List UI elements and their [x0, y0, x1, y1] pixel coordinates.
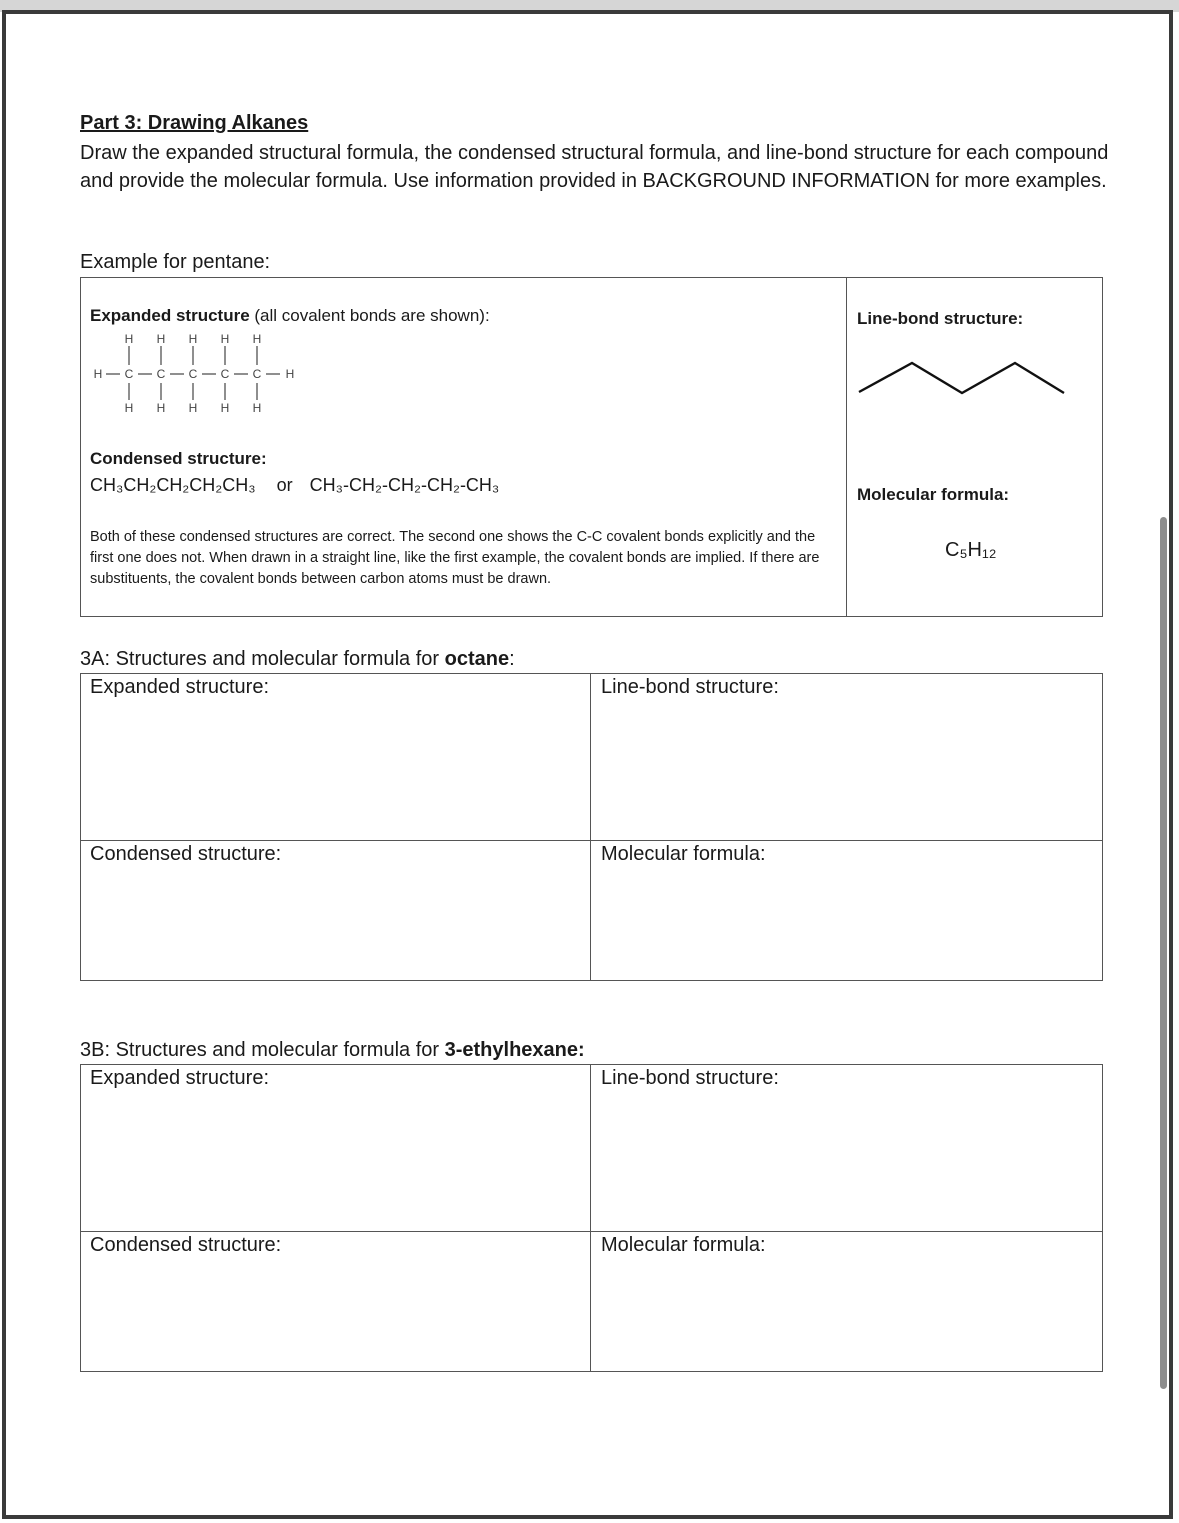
section-3b-vdivider: [590, 1064, 591, 1372]
section-3b-molecular-cell[interactable]: Molecular formula:: [601, 1234, 766, 1256]
atom-h: H: [124, 401, 134, 415]
section-3a-condensed-cell[interactable]: Condensed structure:: [90, 843, 282, 865]
pentane-expanded-structure: [88, 328, 318, 418]
atom-c: C: [156, 367, 166, 381]
section-3a-molecular-cell[interactable]: Molecular formula:: [601, 843, 766, 865]
section-3b-condensed-cell[interactable]: Condensed structure:: [90, 1234, 282, 1256]
atom-c: C: [188, 367, 198, 381]
atom-h: H: [252, 401, 262, 415]
section-3b-hdivider: [80, 1231, 1103, 1232]
atom-h: H: [188, 401, 198, 415]
atom-h: H: [220, 332, 230, 346]
atom-h: H: [252, 332, 262, 346]
atom-h: H: [188, 332, 198, 346]
example-divider: [846, 277, 847, 617]
atom-h: H: [156, 401, 166, 415]
atom-h: H: [124, 332, 134, 346]
molecular-heading: Molecular formula:: [857, 485, 1010, 504]
condensed-formulas: [90, 475, 499, 496]
condensed-formula-1: CH₃CH₂CH₂CH₂CH₃: [90, 475, 256, 495]
section-3a-vdivider: [590, 673, 591, 981]
section-3b-line-bond-cell[interactable]: Line-bond structure:: [601, 1067, 779, 1089]
molecular-formula: C₅H₁₂: [945, 539, 997, 561]
expanded-heading: Expanded structure (all covalent bonds are shown):: [90, 306, 490, 325]
condensed-or: or: [276, 475, 293, 495]
condensed-heading: Condensed structure:: [90, 449, 267, 468]
atom-h: H: [285, 367, 295, 381]
section-3a-table: [80, 673, 1103, 981]
pentane-line-bond-structure: [855, 356, 1070, 401]
section-3a-line-bond-cell[interactable]: Line-bond structure:: [601, 676, 779, 698]
section-3a-expanded-cell[interactable]: Expanded structure:: [90, 676, 269, 698]
section-3a-hdivider: [80, 840, 1103, 841]
vertical-scrollbar[interactable]: [1160, 517, 1167, 1389]
section-3b-heading: 3B: Structures and molecular formula for 3-ethylhexane:: [80, 1039, 585, 1061]
atom-h: H: [156, 332, 166, 346]
example-label: Example for pentane:: [80, 251, 271, 273]
atom-c: C: [252, 367, 262, 381]
atom-h: H: [93, 367, 103, 381]
section-3a-heading: 3A: Structures and molecular formula for octane:: [80, 648, 515, 670]
condensed-formula-2: CH₃-CH₂-CH₂-CH₂-CH₃: [309, 475, 500, 495]
instructions: Draw the expanded structural formula, the condensed structural formula, and line-bond structure for each compound and provide the molecular formula. Use information provided in BACKGROUND INFORMATION for more examples.: [80, 142, 1109, 192]
part-title: Part 3: Drawing Alkanes: [80, 112, 309, 134]
atom-c: C: [220, 367, 230, 381]
line-bond-heading: Line-bond structure:: [857, 309, 1024, 328]
atom-h: H: [220, 401, 230, 415]
section-3b-expanded-cell[interactable]: Expanded structure:: [90, 1067, 269, 1089]
atom-c: C: [124, 367, 134, 381]
section-3b-table: [80, 1064, 1103, 1372]
example-note: Both of these condensed structures are correct. The second one shows the C-C covalent bonds explicitly and the first one does not. When drawn in a straight line, like the first example, the covalent bonds are implied. If there are substituents, the covalent bonds between carbon atoms must be drawn.: [90, 529, 820, 587]
